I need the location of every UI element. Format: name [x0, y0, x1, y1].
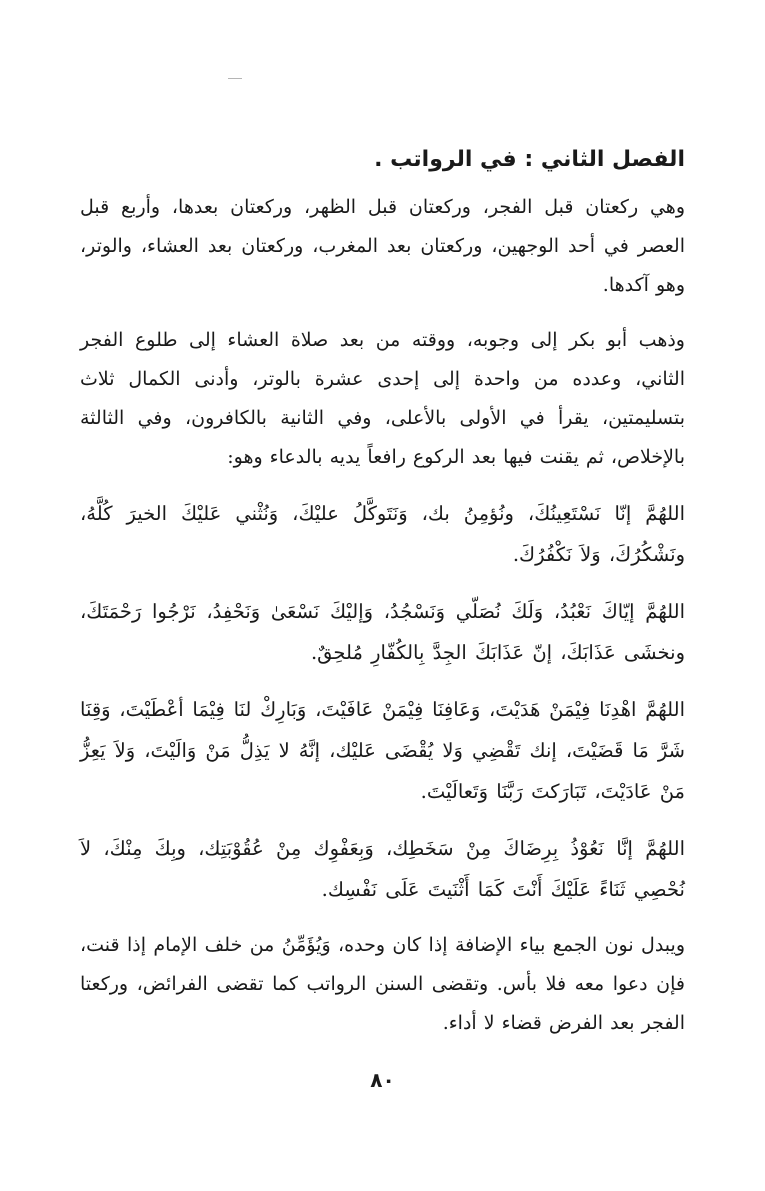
paragraph-closing: ويبدل نون الجمع بياء الإضافة إذا كان وحده، وَيُؤَمِّنُ من خلف الإمام إذا قنت، فإن دعوا معه فلا بأس. وتقضى السنن الرواتب كما تقضى الفرائض، وركعتا الفجر بعد الفرض قضاء لا أداء.: [80, 934, 685, 1034]
section-heading: الفصل الثاني : في الرواتب .: [374, 147, 685, 172]
paragraph-rawatib: وهي ركعتان قبل الفجر، وركعتان قبل الظهر، وركعتان بعدها، وأربع قبل العصر في أحد الوجهين، وركعتان بعد المغرب، وركعتان بعد العشاء، والوتر، وهو آكدها.: [80, 196, 685, 296]
top-mark: [228, 78, 242, 79]
prayer-4: اللهُمَّ إنَّا نَعُوْذُ بِرِضَاكَ مِنْ سَخَطِك، وَبِعَفْوِك مِنْ عُقُوْبَتِك، وبِكَ مِنْكَ، لاَ نُحْصِي ثَنَاءً عَلَيْكَ أَنْتَ كَمَا أَثْنَيتَ عَلَى نَفْسِك.: [80, 837, 685, 901]
prayer-1: اللهُمَّ إنّا نَسْتَعِينُكَ، ونُؤمِنُ بك، وَنَتَوكَّلُ عليْكَ، وَنُثْني عَليْكَ الخيرَ كُلَّهُ، ونَشْكُرُكَ، وَلاَ نَكْفُرُكَ.: [80, 502, 685, 566]
prayer-2: اللهُمَّ إيّاكَ نَعْبُدُ، وَلَكَ نُصَلّي وَنَسْجُدُ، وَإليْكَ نَسْعَىٰ وَنَحْفِدُ، نَرْجُوا رَحْمَتَكَ، ونخشَى عَذَابَكَ، إنّ عَذَابَكَ الجِدَّ بِالكُفّارِ مُلحِقٌ.: [80, 600, 685, 664]
page-number: ٨٠: [370, 1068, 395, 1092]
paragraph-witr: وذهب أبو بكر إلى وجوبه، ووقته من بعد صلاة العشاء إلى طلوع الفجر الثاني، وعدده من واحدة إلى إحدى عشرة بالوتر، وأدنى الكمال ثلاث بتسليمتين، يقرأ في الأولى بالأعلى، وفي الثانية بالكافرون، وفي الثالثة بالإخلاص، ثم يقنت فيها بعد الركوع رافعاً يديه بالدعاء وهو:: [80, 329, 685, 468]
prayer-3: اللهُمَّ اهْدِنَا فِيْمَنْ هَدَيْتَ، وَعَافِنَا فِيْمَنْ عَافَيْتَ، وَبَارِكْ لنَا فِيْمَا أعْطَيْتَ، وَقِنَا شَرَّ مَا قَضَيْتَ، إنك تَقْضِي وَلا يُقْضَى عَليْك، إنَّهُ لا يَذِلُّ مَنْ وَالَيْتَ، وَلاَ يَعِزُّ مَنْ عَادَيْتَ، تَبَارَكتَ رَبَّنَا وَتَعالَيْتَ.: [80, 698, 685, 803]
page-content: [80, 142, 685, 1059]
